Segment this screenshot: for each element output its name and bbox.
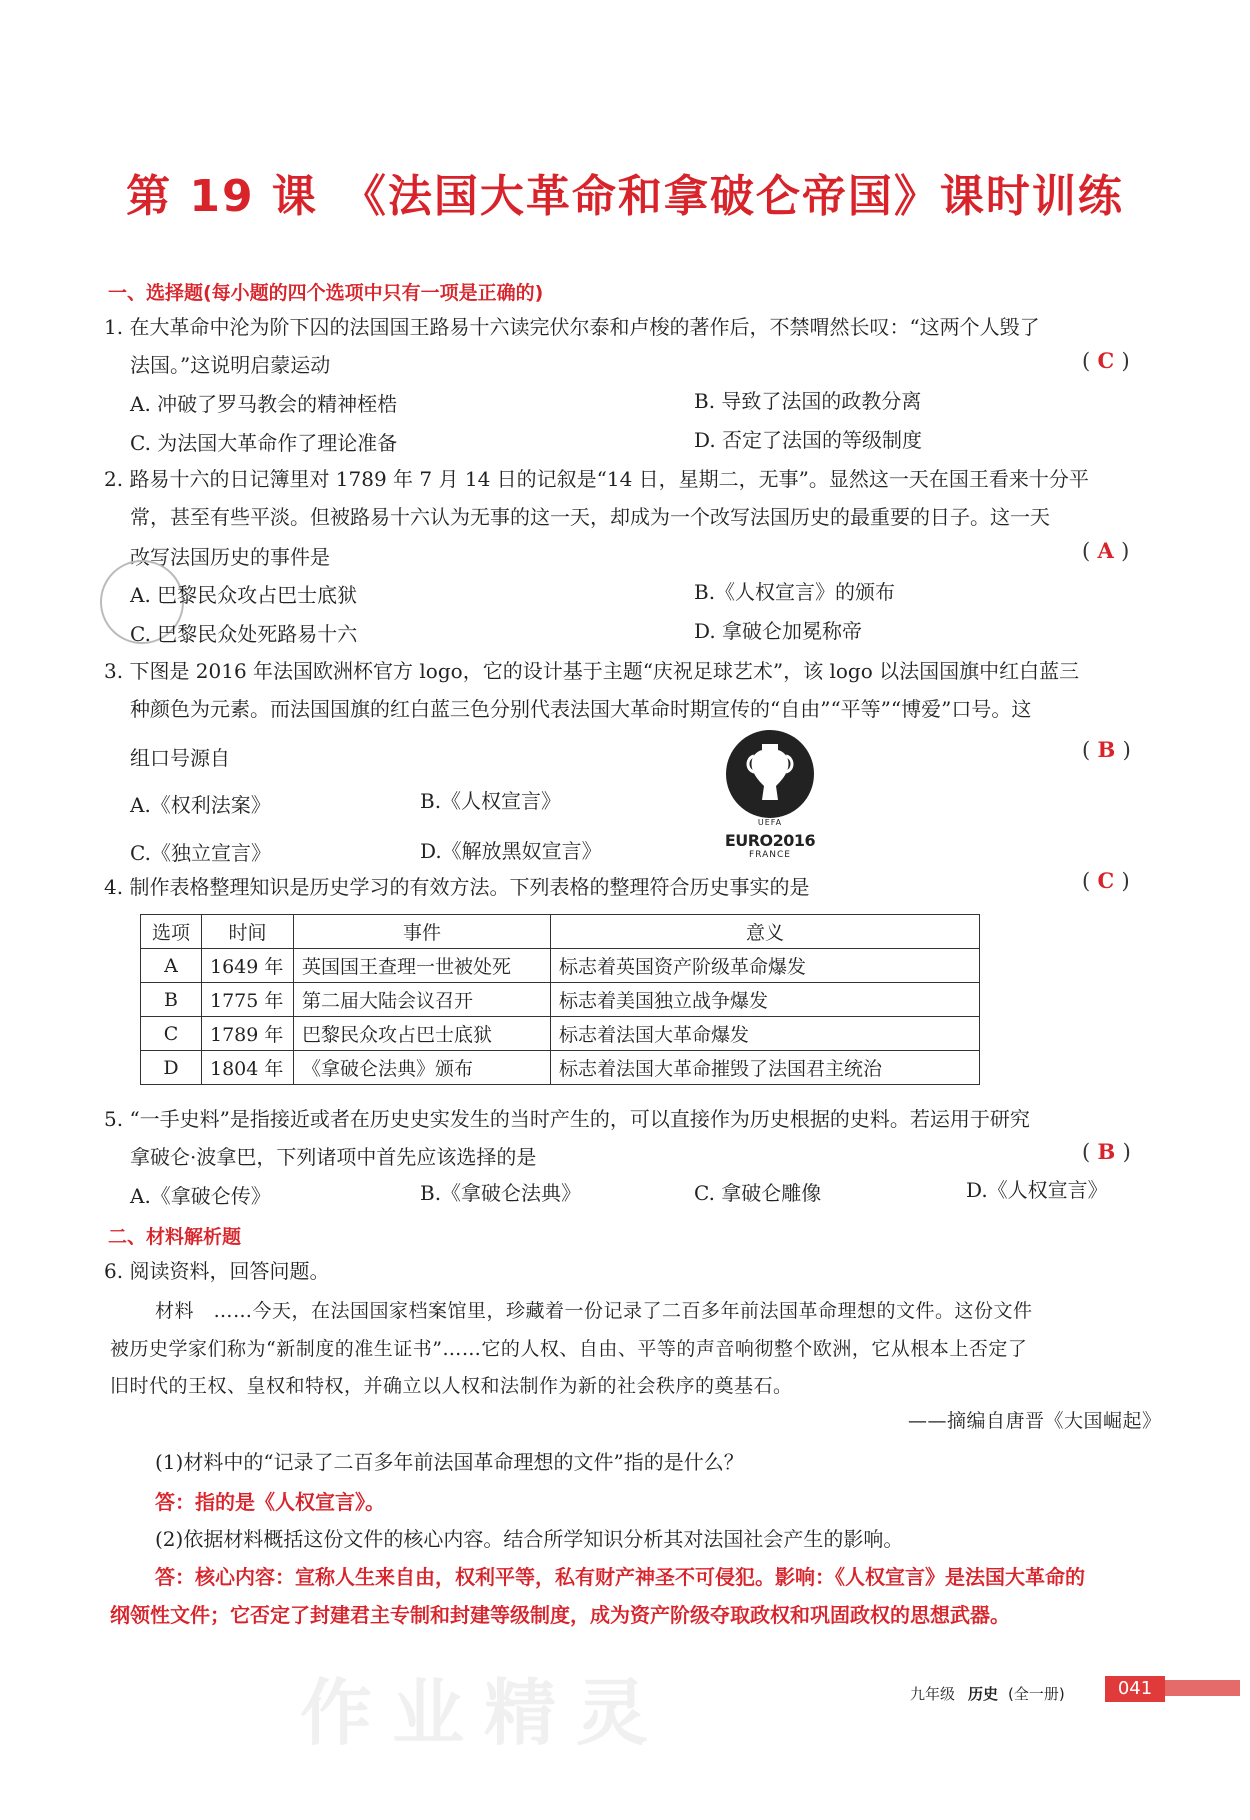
q2-option-c: C. 巴黎民众处死路易十六 [130,622,358,646]
q4-stem: 4. 制作表格整理知识是历史学习的有效方法。下列表格的整理符合历史事实的是 [104,875,810,899]
q3-option-b: B.《人权宣言》 [420,789,562,813]
table-cell: 《拿破仑法典》颁布 [294,1051,551,1085]
q5-option-c: C. 拿破仑雕像 [694,1181,822,1205]
footer-subject: 历史 [968,1685,999,1703]
table-cell: 1775 年 [202,983,294,1017]
footer-grade: 九年级 [910,1685,956,1703]
table-cell: 1649 年 [202,949,294,983]
q3-stem-line2: 种颜色为元素。而法国国旗的红白蓝三色分别代表法国大革命时期宣传的“自由”“平等”“博爱”口号。这 [130,697,1032,721]
material-line1: 材料 ……今天，在法国国家档案馆里，珍藏着一份记录了二百多年前法国革命理想的文件。这份文件 [155,1300,1033,1322]
q5-stem-line1: 5. “一手史料”是指接近或者在历史史实发生的当时产生的，可以直接作为历史根据的史料。若运用于研究 [104,1107,1030,1131]
q5-option-b: B.《拿破仑法典》 [420,1181,582,1205]
q2-stem-line2: 常，甚至有些平淡。但被路易十六认为无事的这一天，却成为一个改写法国历史的最重要的日子。这一天 [130,505,1050,529]
table-cell: 巴黎民众攻占巴士底狱 [294,1017,551,1051]
table-cell: 1789 年 [202,1017,294,1051]
q1-answer: ( C ) [1082,348,1130,373]
table-cell: 标志着法国大革命爆发 [551,1017,980,1051]
q6-answer2-line2: 纲领性文件；它否定了封建君主专制和封建等级制度，成为资产阶级夺取政权和巩固政权的思想武器。 [110,1603,1010,1627]
trophy-icon [726,730,814,818]
q1-stem-line1: 1. 在大革命中沦为阶下囚的法国国王路易十六读完伏尔泰和卢梭的著作后，不禁喟然长叹：“这两个人毁了 [104,315,1040,339]
table-cell: 标志着英国资产阶级革命爆发 [551,949,980,983]
material-line2: 被历史学家们称为“新制度的准生证书”……它的人权、自由、平等的声音响彻整个欧洲，它从根本上否定了 [110,1338,1028,1360]
history-table [140,914,980,1085]
q1-option-b: B. 导致了法国的政教分离 [694,389,922,413]
q5-answer: ( B ) [1082,1139,1131,1164]
table-cell: 标志着法国大革命摧毁了法国君主统治 [551,1051,980,1085]
q2-stem-line3: 改写法国历史的事件是 [130,545,330,569]
table-header: 事件 [294,915,551,949]
table-header: 时间 [202,915,294,949]
table-cell: 标志着美国独立战争爆发 [551,983,980,1017]
q5-stem-line2: 拿破仑·波拿巴，下列诸项中首先应该选择的是 [130,1145,537,1169]
q3-stem-line1: 3. 下图是 2016 年法国欧洲杯官方 logo，它的设计基于主题“庆祝足球艺术”，该 logo 以法国国旗中红白蓝三 [104,659,1080,683]
section1-heading: 一、选择题(每小题的四个选项中只有一项是正确的) [108,282,544,304]
section2-heading: 二、材料解析题 [108,1226,242,1248]
table-row [141,983,980,1017]
q1-stem-line2: 法国。”这说明启蒙运动 [130,353,331,377]
q2-answer: ( A ) [1082,538,1130,563]
q1-option-d: D. 否定了法国的等级制度 [694,428,923,452]
q6-answer1: 答：指的是《人权宣言》。 [155,1490,385,1514]
logo-country-text: FRANCE [749,850,791,860]
q5-option-a: A.《拿破仑传》 [130,1184,271,1208]
table-cell: C [141,1017,202,1051]
table-cell: 英国国王查理一世被处死 [294,949,551,983]
footer-volume: (全一册) [1008,1685,1065,1703]
page-number: 041 [1105,1676,1165,1702]
table-cell: 1804 年 [202,1051,294,1085]
table-row [141,1017,980,1051]
table-cell: D [141,1051,202,1085]
table-cell: B [141,983,202,1017]
euro2016-logo [715,730,825,860]
watermark: 作业精灵 [300,1671,669,1755]
table-cell: A [141,949,202,983]
q3-option-c: C.《独立宣言》 [130,841,271,865]
table-row [141,949,980,983]
table-header: 选项 [141,915,202,949]
q2-option-a: A. 巴黎民众攻占巴士底狱 [130,583,358,607]
page-title: 第 19 课 《法国大革命和拿破仑帝国》课时训练 [126,171,1124,222]
q4-answer: ( C ) [1082,868,1130,893]
q5-option-d: D.《人权宣言》 [966,1178,1108,1202]
q1-option-c: C. 为法国大革命作了理论准备 [130,431,398,455]
table-header-row [141,915,980,949]
q6-sub2: (2)依据材料概括这份文件的核心内容。结合所学知识分析其对法国社会产生的影响。 [155,1527,904,1551]
decorative-strip [1165,1680,1240,1696]
table-cell: 第二届大陆会议召开 [294,983,551,1017]
table-row [141,1051,980,1085]
q3-option-a: A.《权利法案》 [130,793,271,817]
q2-option-b: B.《人权宣言》的颁布 [694,580,896,604]
q2-stem-line1: 2. 路易十六的日记簿里对 1789 年 7 月 14 日的记叙是“14 日，星期二，无事”。显然这一天在国王看来十分平 [104,467,1089,491]
q6-stem: 6. 阅读资料，回答问题。 [104,1259,330,1283]
q6-answer2-line1: 答：核心内容：宣称人生来自由，权利平等，私有财产神圣不可侵犯。影响：《人权宣言》是法国大革命的 [155,1565,1085,1589]
q2-option-d: D. 拿破仑加冕称帝 [694,619,863,643]
table-header: 意义 [551,915,980,949]
q1-option-a: A. 冲破了罗马教会的精神桎梏 [130,392,398,416]
material-source: ——摘编自唐晋《大国崛起》 [908,1410,1162,1432]
logo-uefa-text: UEFA [757,818,783,827]
q3-answer: ( B ) [1082,737,1131,762]
logo-euro-text: EURO2016 [724,831,816,850]
material-line3: 旧时代的王权、皇权和特权，并确立以人权和法制作为新的社会秩序的奠基石。 [110,1375,793,1397]
q3-stem-line3: 组口号源自 [130,746,230,770]
q3-option-d: D.《解放黑奴宣言》 [420,839,602,863]
q6-sub1: (1)材料中的“记录了二百多年前法国革命理想的文件”指的是什么？ [155,1450,744,1474]
